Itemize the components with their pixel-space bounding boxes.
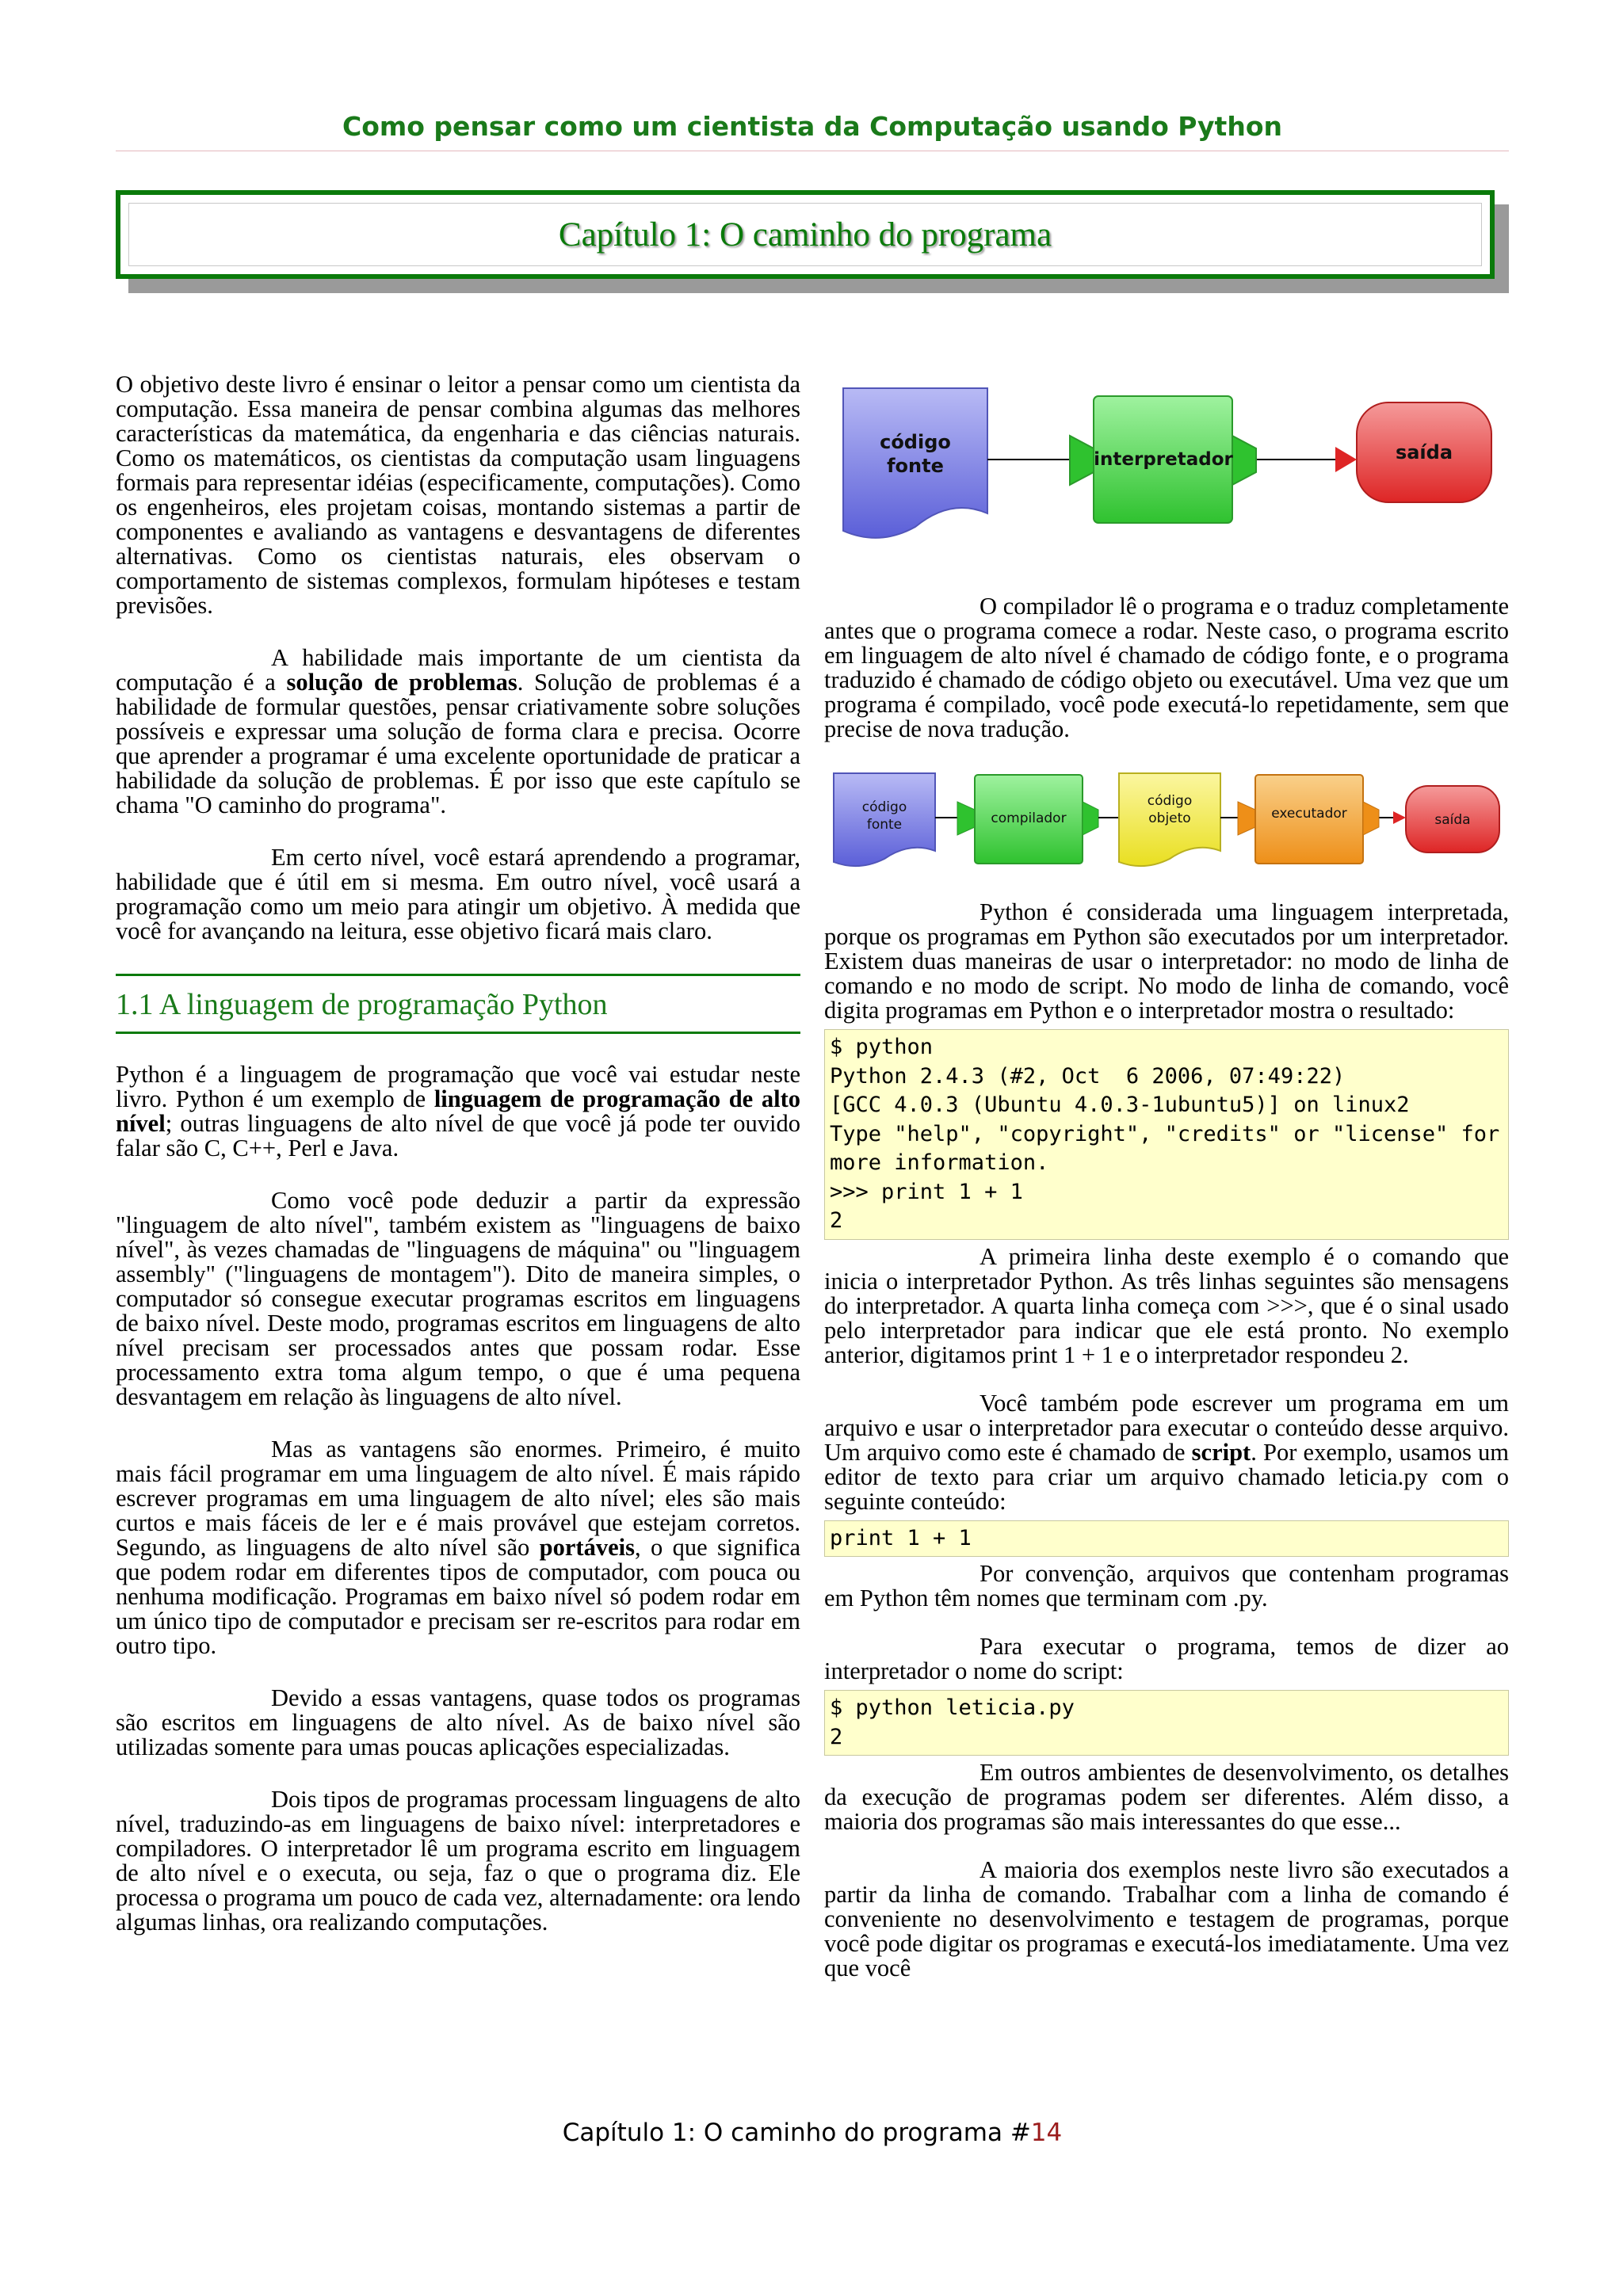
text-run: . Solução de problemas é a habilidade de formular questões, pensar criativamente sobre soluções possíveis e expressar uma solução de forma clara e precisa. Ocorre que aprender a programar é uma excelente oportunidade de praticar a habilidade da solução de problemas. É por isso que este capítulo se chama "O caminho do programa".	[116, 669, 801, 818]
paragraph: Dois tipos de programas processam linguagens de alto nível, traduzindo-as em linguagens de baixo nível: interpretadores e compiladores. O interpretador lê um programa escrito em linguagem de alto nível e o executa, ou seja, faz o que o programa diz. Ele processa o programa um pouco de cada vez, alternadamente: ora lendo algumas linhas, ora realizando computações.	[116, 1786, 800, 1936]
arrow-head	[1083, 802, 1098, 835]
paragraph: A maioria dos exemplos neste livro são executados a partir da linha de comando. Trabalhar com a linha de comando é conveniente no desenvolvimento e testagem de programas, porque você pode digitar os programas e executá-los imediatamente. Uma vez que você	[824, 1856, 1509, 1981]
paragraph: Devido a essas vantagens, quase todos os programas são escritos em linguagens de alto nível. As de baixo nível são utilizadas somente para umas poucas aplicações especializadas.	[116, 1684, 800, 1760]
left-column	[116, 372, 800, 1962]
arrow-head	[1335, 447, 1357, 472]
chapter-title: Capítulo 1: O caminho do programa	[558, 215, 1052, 254]
code-block-run: $ python leticia.py 2	[824, 1690, 1509, 1756]
interpreter-diagram	[824, 380, 1509, 578]
page-footer	[116, 2119, 1509, 2147]
code-block-script: print 1 + 1	[824, 1520, 1509, 1558]
diagram2-label-compiler: compilador	[991, 810, 1067, 826]
paragraph: Em certo nível, você estará aprendendo a programar, habilidade que é útil em si mesma. Em outro nível, você usará a programação como um meio para atingir um objetivo. À medida que você for avançando na leitura, esse objetivo ficará mais claro.	[116, 844, 800, 944]
paragraph	[116, 1437, 800, 1658]
diagram2-label-source: código fonte	[861, 799, 907, 833]
text-run: Python é a linguagem de programação que você vai estudar neste livro. Python é um exemplo de	[116, 1061, 800, 1112]
paragraph	[116, 1062, 800, 1161]
diagram-label-source: código fonte	[880, 431, 951, 477]
bold-term: portáveis	[539, 1534, 635, 1561]
diagram2-label-output: saída	[1434, 812, 1471, 828]
right-column	[824, 380, 1509, 2004]
paragraph	[116, 646, 800, 818]
arrow-head	[1070, 436, 1094, 485]
section-heading: 1.1 A linguagem de programação Python	[116, 988, 608, 1021]
bold-term: script	[1191, 1438, 1251, 1466]
paragraph	[824, 1391, 1509, 1514]
paragraph: Como você pode deduzir a partir da expressão "linguagem de alto nível", também existem as "linguagens de baixo nível", às vezes chamadas de "linguagens de máquina" ou "linguagem assembly" ("linguagens de montagem"). Dito de maneira simples, o computador só consegue executar programas escritos em linguagens de baixo nível. Deste modo, programas escritos em linguagens de alto nível precisam ser processados antes que possam rodar. Esse processamento extra toma algum tempo, o que é uma pequena desvantagem em relação às linguagens de alto nível.	[116, 1187, 800, 1410]
bold-term: solução de problemas	[286, 669, 517, 696]
paragraph: Python é considerada uma linguagem interpretada, porque os programas em Python são executados por um interpretador. Existem duas maneiras de usar o interpretador: no modo de linha de comando e no modo de script. No modo de linha de comando, você digita programas em Python e o interpretador mostra o resultado:	[824, 898, 1509, 1024]
diagram-label-interpreter: interpretador	[1094, 449, 1233, 470]
footer-label: Capítulo 1: O caminho do programa #	[562, 2119, 1031, 2147]
chapter-title-inner	[128, 203, 1482, 266]
chapter-title-box	[116, 190, 1495, 279]
text-run: , o que significa que podem rodar em diferentes tipos de computador, com pouca ou nenhuma modificação. Programas em baixo nível só podem rodar em um único tipo de computador e precisam ser re-escritos para rodar em outro tipo.	[116, 1534, 801, 1659]
paragraph: O objetivo deste livro é ensinar o leitor a pensar como um cientista da computação. Essa maneira de pensar combina algumas das melhores características da matemática, da engenharia e das ciências naturais. Como os matemáticos, os cientistas da computação usam linguagens formais para representar idéias (especificamente, computações). Como os engenheiros, eles projetam coisas, montando sistemas a partir de componentes e avaliando as vantagens e desvantagens de diferentes alternativas. Como os cientistas naturais, eles observam o comportamento de sistemas complexos, formulam hipóteses e testam previsões.	[116, 371, 800, 619]
paragraph: O compilador lê o programa e o traduz completamente antes que o programa comece a rodar. Neste caso, o programa escrito em linguagem de alto nível é chamado de código fonte, e o programa traduzido é chamado de código objeto ou executável. Uma vez que um programa é compilado, você pode executá-lo repetidamente, sem que precise de nova tradução.	[824, 593, 1509, 742]
arrow-head	[1238, 802, 1255, 835]
text-run: A habilidade mais importante de um cientista da computação é a	[116, 644, 800, 696]
paragraph: A primeira linha deste exemplo é o comando que inicia o interpretador Python. As três linhas seguintes são mensagens do interpretador. A quarta linha começa com >>>, que é o sinal usado pelo interpretador para indicar que ele está pronto. No exemplo anterior, digitamos print 1 + 1 e o interpretador respondeu 2.	[824, 1242, 1509, 1368]
arrow-head	[957, 802, 975, 835]
diagram-label-output: saída	[1395, 441, 1453, 463]
paragraph: Em outros ambientes de desenvolvimento, os detalhes da execução de programas podem ser diferentes. Além disso, a maioria dos programas são mais interessantes do que esse...	[824, 1759, 1509, 1835]
arrow-head	[1363, 802, 1379, 835]
arrow-head	[1393, 811, 1406, 824]
paragraph: Para executar o programa, temos de dizer ao interpretador o nome do script:	[824, 1633, 1509, 1684]
text-run: Você também pode escrever um programa em um arquivo e usar o interpretador para executar o conteúdo desse arquivo. Um arquivo como este é chamado de	[824, 1389, 1509, 1466]
text-run: ; outras linguagens de alto nível de que você já pode ter ouvido falar são C, C++, Perl e Java.	[116, 1110, 800, 1161]
diagram2-label-executor: executador	[1271, 806, 1347, 822]
section-heading-box	[116, 974, 800, 1034]
text-run: . Por exemplo, usamos um editor de texto para criar um arquivo chamado leticia.py com o seguinte conteúdo:	[824, 1438, 1509, 1515]
code-block-session: $ python Python 2.4.3 (#2, Oct 6 2006, 07:49:22) [GCC 4.0.3 (Ubuntu 4.0.3-1ubuntu5)] on linux2 Type "help", "copyright", "credits" or "license" for more information. >>> print 1 + 1 2	[824, 1029, 1509, 1240]
diagram2-label-object: código objeto	[1147, 793, 1193, 826]
bold-term: linguagem de programação de alto nível	[116, 1085, 800, 1137]
text-run: Mas as vantagens são enormes. Primeiro, é muito mais fácil programar em uma linguagem de alto nível. É mais rápido escrever programas em uma linguagem de alto nível; eles são mais curtos e mais fáceis de ler e é mais provável que estejam corretos. Segundo, as linguagens de alto nível são	[116, 1436, 800, 1561]
paragraph: Por convenção, arquivos que contenham programas em Python têm nomes que terminam com .py.	[824, 1560, 1509, 1611]
running-title: Como pensar como um cientista da Computação usando Python	[342, 111, 1282, 142]
compiler-diagram	[824, 765, 1509, 884]
arrow-head	[1232, 436, 1256, 485]
page-number: 14	[1030, 2119, 1063, 2147]
